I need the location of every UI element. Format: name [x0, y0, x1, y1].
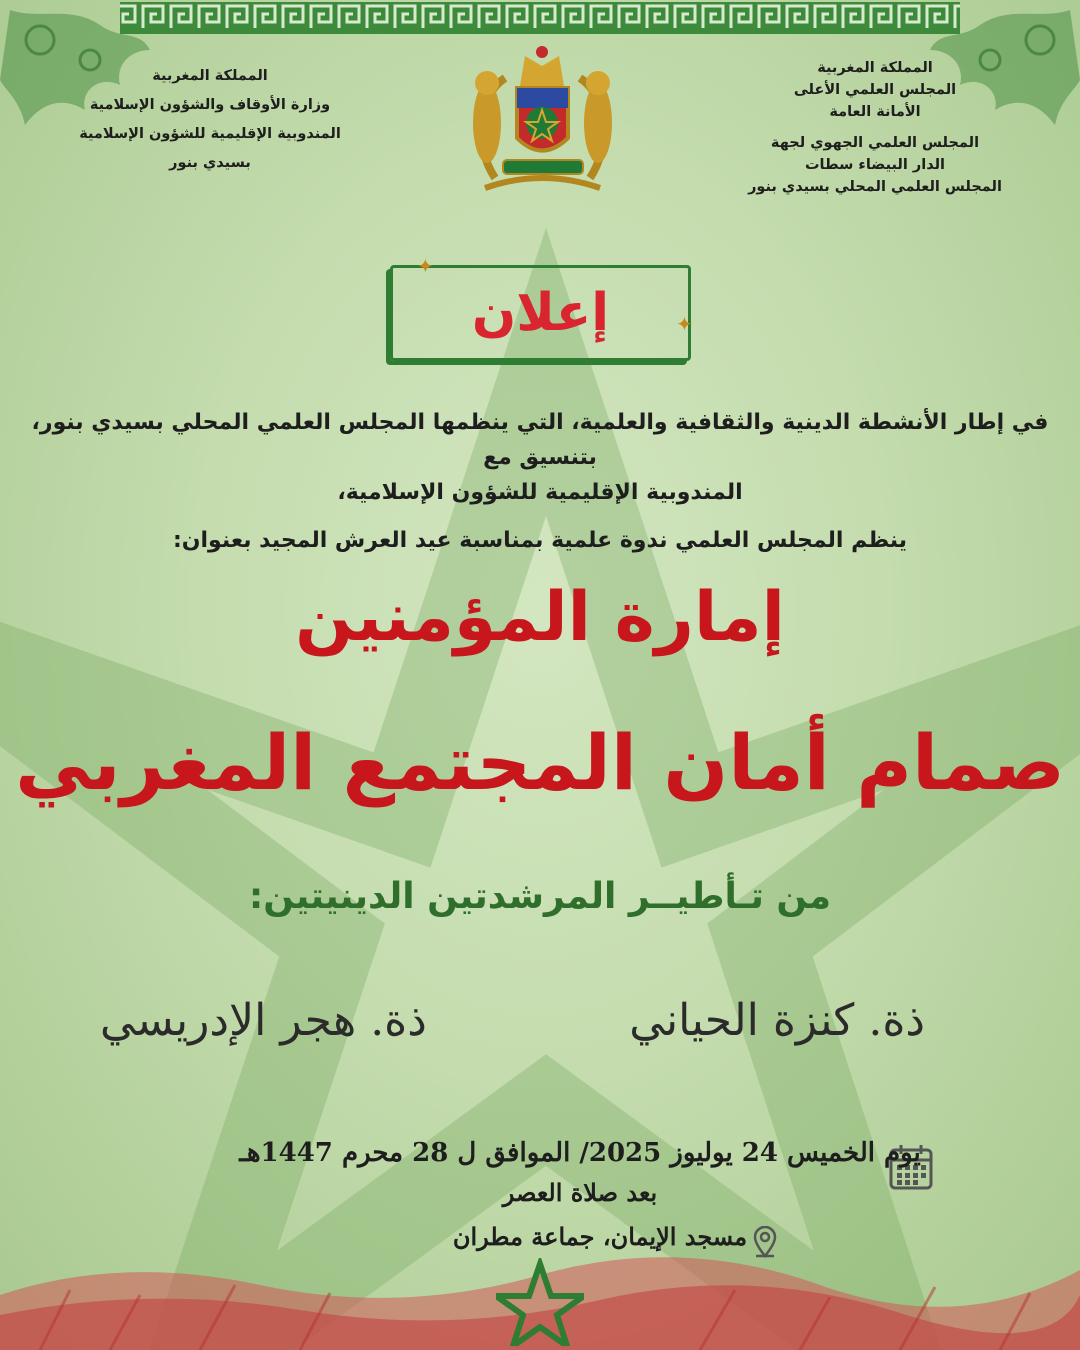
moroccan-coat-of-arms-icon	[465, 38, 620, 193]
org-left-line: بسيدي بنور	[169, 155, 251, 171]
event-date: يوم الخميس 24 يوليوز 2025/ الموافق ل 28 محرم 1447هـ	[239, 1138, 921, 1168]
org-right-line: المملكة المغربية	[817, 60, 933, 76]
event-location: مسجد الإيمان، جماعة مطران	[452, 1222, 748, 1251]
org-right-line: المجلس العلمي المحلي بسيدي بنور	[748, 178, 1002, 195]
intro-line: المندوبية الإقليمية للشؤون الإسلامية،	[337, 480, 743, 506]
announcement-label: إعلان	[471, 283, 610, 343]
org-left-line: المملكة المغربية	[152, 68, 268, 84]
org-right-line: الأمانة العامة	[829, 103, 921, 120]
event-title-line-1: إمارة المؤمنين	[295, 578, 785, 657]
org-left-line: وزارة الأوقاف والشؤون الإسلامية	[89, 97, 331, 113]
sparkle-icon: ✦	[417, 254, 434, 278]
org-right-line: المجلس العلمي الأعلى	[793, 81, 957, 98]
org-left-line: المندوبية الإقليمية للشؤون الإسلامية	[79, 126, 341, 142]
event-title-line-2: صمام أمان المجتمع المغربي	[15, 718, 1065, 807]
intro-line: ينظم المجلس العلمي ندوة علمية بمناسبة عيد العرش المجيد بعنوان:	[172, 527, 908, 553]
council-header	[730, 58, 1020, 199]
org-right-line: الدار البيضاء سطات	[804, 157, 945, 173]
green-star-icon	[496, 1258, 584, 1346]
intro-line: في إطار الأنشطة الدينية والثقافية والعلمية، التي ينظمها المجلس العلمي المحلي بسيدي بنور، بتنسيق مع	[31, 410, 1049, 471]
speaker-name: ذة. كنزة الحياني	[629, 995, 925, 1046]
speakers-heading: من تـأطيــر المرشدتين الدينيتين:	[248, 876, 832, 917]
speaker-name: ذة. هجر الإدريسي	[100, 995, 427, 1046]
ministry-header	[60, 62, 360, 178]
sparkle-icon: ✦	[676, 312, 693, 336]
announcement-box	[390, 265, 691, 361]
greek-key-border	[0, 0, 1080, 40]
intro-text	[10, 405, 1070, 558]
org-right-line: المجلس العلمي الجهوي لجهة	[770, 135, 980, 152]
event-time: بعد صلاة العصر	[502, 1178, 658, 1207]
